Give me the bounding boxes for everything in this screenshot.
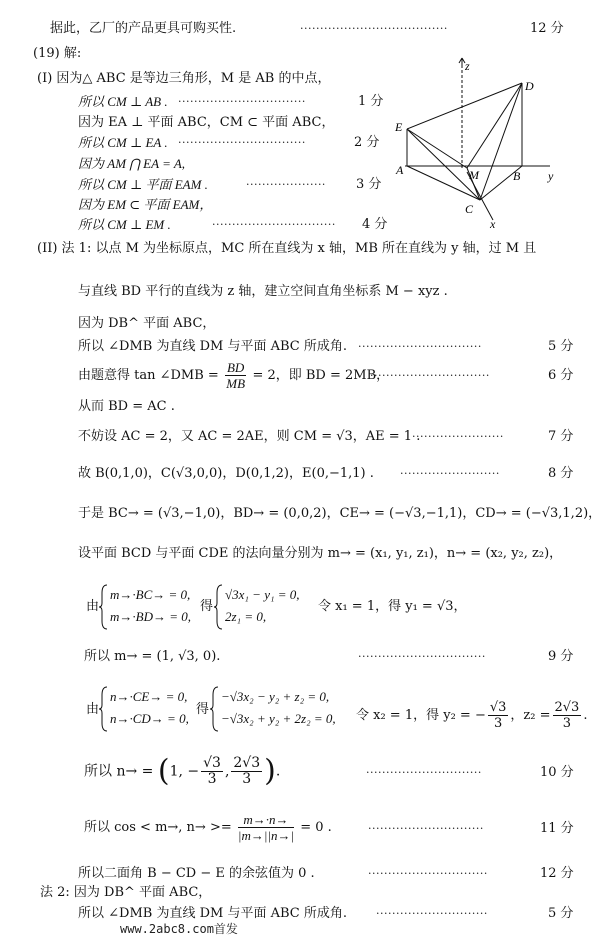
fraction <box>553 700 582 731</box>
fraction-numerator: √3 <box>489 700 507 715</box>
fraction-numerator: √3 <box>203 755 221 771</box>
score-mark: 4 分 <box>362 217 388 232</box>
leader-dots: ······························· <box>212 218 336 231</box>
fraction <box>201 756 223 787</box>
p2-line-10: 设平面 BCD 与平面 CDE 的法向量分别为 m→ = (x₁, y₁, z₁)，n→ = (x₂, y₂, z₂)， <box>78 546 563 561</box>
sys2-prefix: 由 <box>86 702 100 717</box>
p1-line-7: 因为 EM ⊂ 平面 EAM， <box>78 197 213 212</box>
p1-line-6: 所以 CM ⊥ 平面 EAM . <box>78 177 208 192</box>
leader-dots: ······························ <box>368 867 488 880</box>
sys2-eq-b: n→·CD→ = 0, <box>110 711 189 726</box>
fraction-bd-mb <box>225 360 246 391</box>
p1-line-5: 因为 AM ⋂ EA = A, <box>78 156 186 171</box>
fraction-denominator: MB <box>226 376 246 391</box>
geometry-figure <box>385 50 585 240</box>
n-comma: , <box>224 763 230 780</box>
fraction <box>231 756 262 787</box>
left-brace <box>99 685 109 733</box>
left-brace <box>214 583 224 631</box>
score-mark: 9 分 <box>548 649 574 664</box>
fraction <box>488 700 509 731</box>
fraction-denominator: |m→||n→| <box>237 828 295 843</box>
cos-prefix: 所以 cos < m→, n→ >= <box>84 820 232 835</box>
p1-line-1: (I) 因为△ ABC 是等边三角形，M 是 AB 的中点， <box>37 71 331 86</box>
left-paren: ( <box>157 753 170 789</box>
label-z: z <box>465 59 470 73</box>
sys1-eq-b: m→·BD→ = 0, <box>110 609 191 624</box>
label-x: x <box>490 217 496 231</box>
top-line: 据此，乙厂的产品更具可购买性. <box>50 21 237 36</box>
p2-line-12 <box>84 753 281 789</box>
sys1-eq-a: m→·BC→ = 0, <box>110 587 191 602</box>
p2-line-11: 所以 m→ = (1, √3, 0). <box>84 649 221 664</box>
fraction-denominator: 3 <box>562 716 572 731</box>
leader-dots: ································ <box>178 136 306 149</box>
tan-text: 由题意得 tan ∠DMB = <box>78 368 219 383</box>
sys2-end: . <box>583 708 588 723</box>
score-mark: 11 分 <box>540 821 574 836</box>
leader-dots: ····························· <box>368 822 484 835</box>
sys2-eq-a: n→·CE→ = 0, <box>110 689 188 704</box>
sys2-eq-d: −√3x₂ + y₂ + 2z₂ = 0, <box>221 711 336 726</box>
score-mark: 5 分 <box>548 339 574 354</box>
label-M: M <box>469 168 479 182</box>
p2-line-3: 因为 DB^ 平面 ABC， <box>78 316 216 331</box>
leader-dots: ······························· <box>358 340 482 353</box>
p2-line-8: 故 B(0,1,0)，C(√3,0,0)，D(0,1,2)，E(0,−1,1) . <box>78 466 374 481</box>
p2-line-5 <box>78 360 389 391</box>
p2-line-14: 所以二面角 B − CD − E 的余弦值为 0 . <box>78 866 315 881</box>
leader-dots: ····································· <box>300 22 448 35</box>
leader-dots: ···················· <box>246 178 326 191</box>
fraction-numerator: 2√3 <box>233 755 261 771</box>
left-brace <box>210 685 220 733</box>
fraction-denominator: 3 <box>493 716 503 731</box>
leader-dots: ······························ <box>370 369 490 382</box>
label-E: E <box>395 120 403 134</box>
leader-dots: ······················· <box>412 430 504 443</box>
p2-line-13 <box>84 812 332 843</box>
label-y: y <box>548 169 554 183</box>
score-mark: 8 分 <box>548 466 574 481</box>
sys1-prefix: 由 <box>86 599 100 614</box>
leader-dots: ································ <box>178 95 306 108</box>
leader-dots: ····························· <box>366 766 482 779</box>
sys1-post: 令 x₁ = 1，得 y₁ = √3， <box>318 599 467 614</box>
score-mark: 12 分 <box>530 21 564 36</box>
p2-line-1: (II) 法 1: 以点 M 为坐标原点，MC 所在直线为 x 轴，MB 所在直线为 y 轴，过 M 且 <box>37 241 537 256</box>
sys1-mid: 得 <box>200 599 214 614</box>
m2-line-1: 法 2: 因为 DB^ 平面 ABC， <box>40 885 212 900</box>
label-A: A <box>396 163 404 177</box>
fraction-numerator: m→·n→ <box>238 812 294 828</box>
fraction <box>238 812 294 843</box>
m2-line-2: 所以 ∠DMB 为直线 DM 与平面 ABC 所成角. <box>78 906 347 921</box>
p2-line-9: 于是 BC→ = (√3,−1,0)，BD→ = (0,0,2)，CE→ = (−√3,−1,1)，CD→ = (−√3,1,2)， <box>78 506 602 521</box>
score-mark: 5 分 <box>548 906 574 921</box>
p2-line-6: 从而 BD = AC . <box>78 399 175 414</box>
n-prefix: 所以 n→ = <box>84 763 154 780</box>
p2-line-7: 不妨设 AC = 2，又 AC = 2AE，则 CM = √3，AE = 1 . <box>78 429 421 444</box>
sys1-eq-d: 2z₁ = 0, <box>225 609 267 624</box>
score-mark: 3 分 <box>356 177 382 192</box>
p1-line-2: 所以 CM ⊥ AB . <box>78 94 168 109</box>
label-D: D <box>525 79 534 93</box>
score-mark: 1 分 <box>358 94 384 109</box>
right-paren: ) <box>264 753 276 789</box>
leader-dots: ···························· <box>376 907 488 920</box>
fraction-numerator: 2√3 <box>554 700 580 715</box>
sys1-eq-c: √3x₁ − y₁ = 0, <box>225 587 300 602</box>
score-mark: 7 分 <box>548 429 574 444</box>
sys2-eq-c: −√3x₂ − y₂ + z₂ = 0, <box>221 689 330 704</box>
score-mark: 2 分 <box>354 135 380 150</box>
sys2-post-1: 令 x₂ = 1，得 y₂ = − <box>356 708 486 723</box>
watermark: www.2abc8.com首发 <box>120 922 238 936</box>
score-mark: 12 分 <box>540 866 574 881</box>
left-brace <box>99 583 109 631</box>
sys2-post <box>356 700 587 731</box>
p2-line-4: 所以 ∠DMB 为直线 DM 与平面 ABC 所成角. <box>78 339 347 354</box>
score-mark: 6 分 <box>548 368 574 383</box>
p1-line-3: 因为 EA ⊥ 平面 ABC，CM ⊂ 平面 ABC， <box>78 115 335 130</box>
tan-result: = 2，即 BD = 2MB， <box>252 368 390 383</box>
sys2-post-2: ，z₂ = <box>510 708 551 723</box>
n-end: . <box>275 763 281 780</box>
label-C: C <box>465 202 474 216</box>
label-B: B <box>513 169 521 183</box>
fraction-numerator: BD <box>226 360 245 375</box>
p2-line-2: 与直线 BD 平行的直线为 z 轴，建立空间直角坐标系 M − xyz . <box>78 284 448 299</box>
question-label: (19) 解: <box>33 46 82 61</box>
fraction-denominator: 3 <box>242 771 252 787</box>
fraction-denominator: 3 <box>207 771 217 787</box>
p1-line-4: 所以 CM ⊥ EA . <box>78 135 168 150</box>
cos-result: = 0 . <box>300 820 332 835</box>
n-part-1: 1, − <box>169 763 200 780</box>
leader-dots: ································ <box>358 650 486 663</box>
p1-line-8: 所以 CM ⊥ EM . <box>78 217 171 232</box>
leader-dots: ························· <box>400 467 500 480</box>
score-mark: 10 分 <box>540 765 574 780</box>
sys2-mid: 得 <box>196 702 210 717</box>
